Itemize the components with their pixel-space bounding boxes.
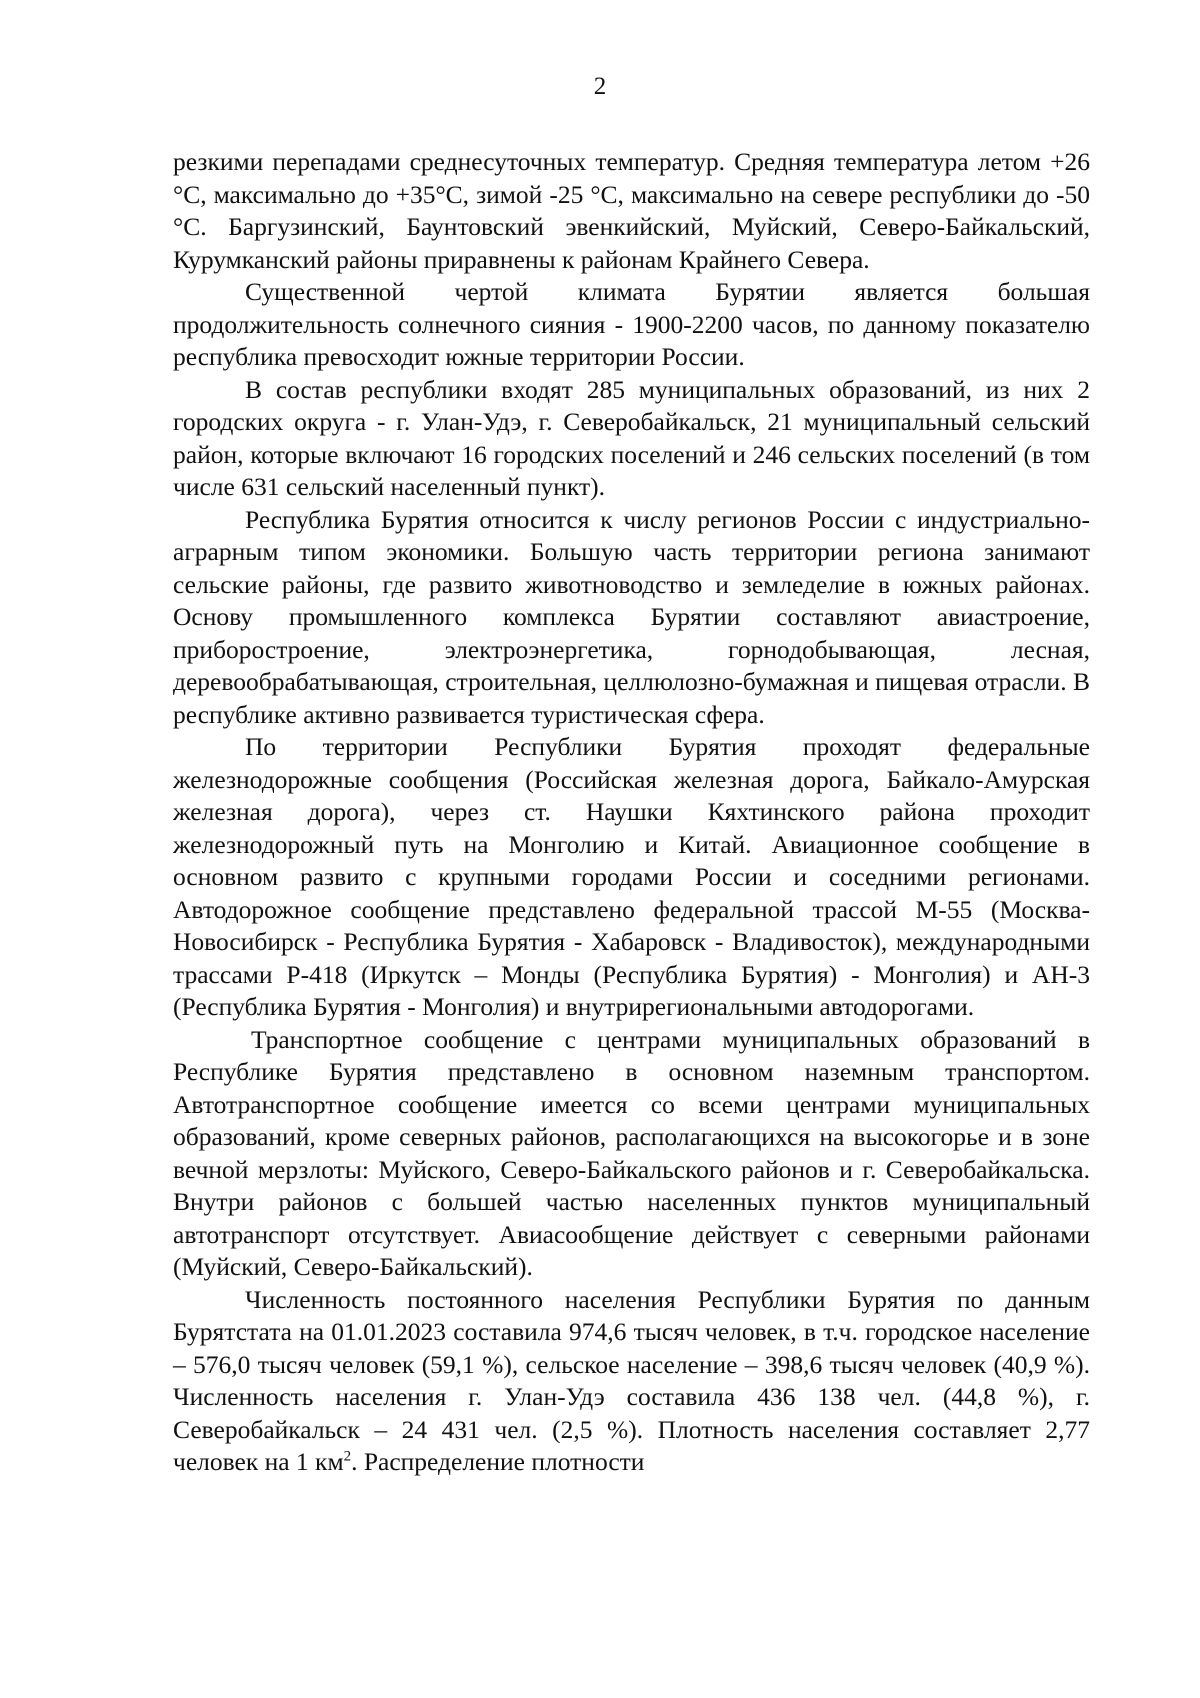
population-text: Численность постоянного населения Республики Бурятия по данным Бурятстата на 01.01.2023 составила 974,6 тысяч человек, в т.ч. городское население – 576,0 тысяч человек (59,1 %), сельское население – 398,6 тысяч человек (40,9 %). Численность населения г. Улан-Удэ составила 436 138 чел. (44,8 %), г. Северобайкальск – 24 431 чел. (2,5 %). Плотность населения составляет 2,77 человек на 1 км — [173, 1284, 1090, 1476]
paragraph-population — [173, 1284, 1090, 1479]
page-number: 2 — [593, 73, 607, 100]
paragraph-municipal-transport: Транспортное сообщение с центрами муниципальных образований в Республике Бурятия представлено в основном наземным транспортом. Автотранспортное сообщение имеется со всеми центрами муниципальных образований, кроме северных районов, располагающихся на высокогорье и в зоне вечной мерзлоты: Муйского, Северо-Байкальского районов и г. Северобайкальска. Внутри районов с большей частью населенных пунктов муниципальный автотранспорт отсутствует. Авиасообщение действует с северными районами (Муйский, Северо-Байкальский). — [173, 1024, 1090, 1281]
paragraph-municipalities: В состав республики входят 285 муниципальных образований, из них 2 городских округа - г. Улан-Удэ, г. Северобайкальск, 21 муниципальный сельский район, которые включают 16 городских поселений и 246 сельских поселений (в том числе 631 сельский населенный пункт). — [173, 374, 1090, 501]
document-body — [173, 146, 1090, 1479]
population-text-end: . Распределение плотности — [351, 1447, 645, 1476]
paragraph-climate-continuation: резкими перепадами среднесуточных температур. Средняя температура летом +26 °С, максимально до +35°С, зимой -25 °С, максимально на севере республики до -50 °С. Баргузинский, Баунтовский эвенкийский, Муйский, Северо-Байкальский, Курумканский районы приравнены к районам Крайнего Севера. — [173, 147, 1090, 274]
paragraph-sunshine: Существенной чертой климата Бурятии является большая продолжительность солнечного сияния - 1900-2200 часов, по данному показателю республика превосходит южные территории России. — [173, 277, 1090, 371]
superscript-two: 2 — [343, 1448, 352, 1465]
paragraph-transport-routes: По территории Республики Бурятия проходят федеральные железнодорожные сообщения (Российская железная дорога, Байкало-Амурская железная дорога), через ст. Наушки Кяхтинского района проходит железнодорожный путь на Монголию и Китай. Авиационное сообщение в основном развито с крупными городами России и соседними регионами. Автодорожное сообщение представлено федеральной трассой М-55 (Москва-Новосибирск - Республика Бурятия - Хабаровск - Владивосток), международными трассами Р-418 (Иркутск – Монды (Республика Бурятия) - Монголия) и АН-3 (Республика Бурятия - Монголия) и внутрирегиональными автодорогами. — [173, 732, 1090, 1021]
paragraph-economy: Республика Бурятия относится к числу регионов России с индустриально-аграрным типом экономики. Большую часть территории региона занимают сельские районы, где развито животноводство и земледелие в южных районах. Основу промышленного комплекса Бурятии составляют авиастроение, приборостроение, электроэнергетика, горнодобывающая, лесная, деревообрабатывающая, строительная, целлюлозно-бумажная и пищевая отрасли. В республике активно развивается туристическая сфера. — [173, 504, 1090, 729]
